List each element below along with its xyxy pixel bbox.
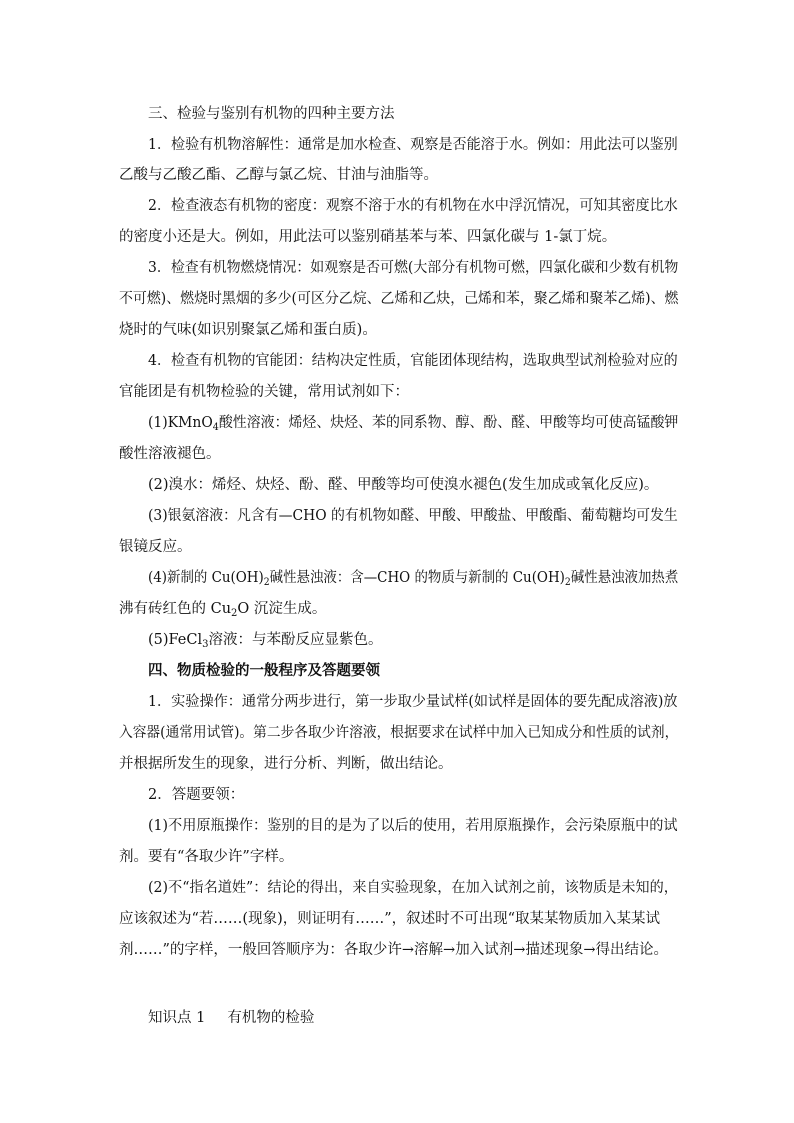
paragraph-line: 的密度小还是大。例如，用此法可以鉴别硝基苯与苯、四氯化碳与 1-氯丁烷。 [119,229,617,245]
paragraph-line: 1．检验有机物溶解性：通常是加水检查、观察是否能溶于水。例如：用此法可以鉴别 [148,137,678,153]
paragraph-line: 酸性溶液褪色。 [119,446,221,462]
reagent-2-line: (2)溴水：烯烃、炔烃、酚、醛、甲酸等均可使溴水褪色(发生加成或氧化反应)。 [148,477,659,493]
paragraph-line: 剂。要有“各取少许”字样。 [119,849,294,865]
paragraph-line: 乙酸与乙酸乙酯、乙醇与氯乙烷、甘油与油脂等。 [119,167,438,183]
knowledge-point-label: 知识点 1 [148,1010,206,1026]
reagent-3-line: (3)银氨溶液：凡含有—CHO 的有机物如醛、甲酸、甲酸盐、甲酸酯、葡萄糖均可发生 [148,508,678,524]
paragraph-line: (1)不用原瓶操作：鉴别的目的是为了以后的使用，若用原瓶操作，会污染原瓶中的试 [148,818,678,834]
paragraph-line: 沸有砖红色的 $Cu_2O$ 沉淀生成。 [119,601,327,619]
paragraph-line: 3．检查有机物燃烧情况：如观察是否可燃(大部分有机物可燃，四氯化碳和少数有机物 [148,260,679,276]
reagent-5-line: (5)FeCl$_3$溶液：与苯酚反应显紫色。 [148,632,383,650]
section-3-title: 三、检验与鉴别有机物的四种主要方法 [148,106,395,122]
section-4-title: 四、物质检验的一般程序及答题要领 [148,662,380,679]
paragraph-line: 烧时的气味(如识别聚氯乙烯和蛋白质)。 [119,322,377,338]
paragraph-line: 剂……”的字样，一般回答顺序为：各取少许→溶解→加入试剂→描述现象→得出结论。 [119,942,669,958]
reagent-1-line: (1)KMnO$_4$酸性溶液：烯烃、炔烃、苯的同系物、醇、酚、醛、甲酸等均可使高锰酸钾 [148,415,679,433]
paragraph-line: 2．答题要领： [148,787,245,803]
paragraph-line: 4．检查有机物的官能团：结构决定性质，官能团体现结构，选取典型试剂检验对应的 [148,353,678,369]
paragraph-line: 不可燃)、燃烧时黑烟的多少(可区分乙烷、乙烯和乙炔，己烯和苯，聚乙烯和聚苯乙烯)、燃 [119,291,679,307]
paragraph-line: 官能团是有机物检验的关键，常用试剂如下： [119,384,409,400]
paragraph-line: 应该叙述为“若……(现象)，则证明有……”，叙述时不可出现“取某某物质加入某某试 [119,911,661,927]
paragraph-line: (2)不“指名道姓”：结论的得出，来自实验现象，在加入试剂之前，该物质是未知的， [148,880,678,896]
paragraph-line: 银镜反应。 [119,539,192,555]
paragraph-line: 1．实验操作：通常分两步进行，第一步取少量试样(如试样是固体的要先配成溶液)放 [148,694,678,710]
reagent-4-line: (4)新制的 $Cu(OH)_2$碱性悬浊液：含—CHO 的物质与新制的 $Cu(OH)_2$碱性悬浊液加热煮 [148,570,679,588]
paragraph-line: 入容器(通常用试管)。第二步各取少许溶液，根据要求在试样中加入已知成分和性质的试剂， [119,725,679,741]
paragraph-line: 并根据所发生的现象，进行分析、判断，做出结论。 [119,756,453,772]
knowledge-point-title: 有机物的检验 [227,1010,315,1026]
knowledge-point-heading [148,1008,314,1028]
paragraph-line: 2．检查液态有机物的密度：观察不溶于水的有机物在水中浮沉情况，可知其密度比水 [148,198,678,214]
